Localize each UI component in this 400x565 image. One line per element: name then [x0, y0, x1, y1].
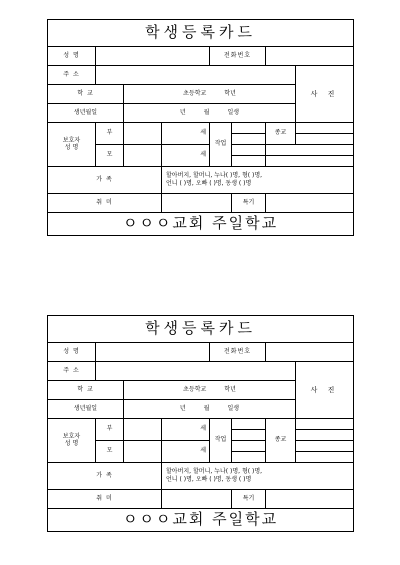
grade-value: 학년 — [224, 385, 236, 393]
school-value: 초등학교 — [183, 89, 207, 97]
church-footer: ㅇㅇㅇ교회 주일학교 — [48, 509, 354, 532]
name-label: 성 명 — [48, 47, 96, 66]
mother-occupation-field-2[interactable] — [232, 452, 266, 463]
card-title: 학생등록카드 — [48, 20, 354, 47]
family-field[interactable] — [162, 167, 354, 194]
occupation-label: 작업 — [210, 123, 232, 167]
birth-field[interactable] — [124, 400, 296, 419]
grade-value: 학년 — [224, 89, 236, 97]
father-age-label: 세 — [162, 123, 210, 145]
mother-label: 모 — [96, 145, 124, 167]
phone-field[interactable] — [266, 343, 354, 362]
day-label: 일생 — [227, 404, 240, 412]
phone-label: 전화번호 — [210, 47, 266, 66]
mother-religion-field-2[interactable] — [296, 452, 354, 463]
school-value: 초등학교 — [183, 385, 207, 393]
father-name-field[interactable] — [124, 123, 162, 145]
church-footer: ㅇㅇㅇ교회 주일학교 — [48, 213, 354, 236]
mother-label: 모 — [96, 441, 124, 463]
card-title: 학생등록카드 — [48, 316, 354, 343]
photo-box[interactable]: 사 진 — [296, 362, 354, 419]
phone-field[interactable] — [266, 47, 354, 66]
mother-religion-field-2[interactable] — [266, 156, 354, 167]
address-label: 주 소 — [48, 66, 96, 85]
mother-religion-field[interactable] — [266, 145, 354, 156]
talent-label: 특기 — [232, 194, 266, 213]
talent-label: 특기 — [232, 490, 266, 509]
father-religion-field[interactable] — [296, 419, 354, 430]
father-age-label: 세 — [162, 419, 210, 441]
registration-table — [47, 315, 354, 532]
hobby-field[interactable] — [162, 490, 232, 509]
photo-box[interactable]: 사 진 — [296, 66, 354, 123]
father-religion-field-2[interactable] — [296, 134, 354, 145]
registration-card-1 — [47, 19, 353, 236]
father-name-field[interactable] — [124, 419, 162, 441]
father-occupation-field-2[interactable] — [232, 134, 266, 145]
birth-field[interactable] — [124, 104, 296, 123]
family-line-2: 언니 ( )명, 오빠 ( )명, 동생 ( )명 — [166, 180, 252, 187]
mother-occupation-field-2[interactable] — [232, 156, 266, 167]
talent-field[interactable] — [266, 194, 354, 213]
school-field[interactable] — [124, 85, 296, 104]
year-label: 년 — [179, 108, 186, 116]
guardian-label-line1: 보호자 — [62, 136, 81, 144]
father-occupation-field[interactable] — [232, 123, 266, 134]
phone-label: 전화번호 — [210, 343, 266, 362]
mother-age-label: 세 — [162, 441, 210, 463]
name-field[interactable] — [96, 47, 210, 66]
month-label: 월 — [203, 108, 210, 116]
birth-label: 생년월일 — [48, 104, 124, 123]
guardian-label-line2: 성 명 — [64, 439, 79, 447]
registration-card-2 — [47, 315, 353, 532]
address-field[interactable] — [96, 66, 296, 85]
mother-name-field[interactable] — [124, 441, 162, 463]
guardian-label-line2: 성 명 — [64, 143, 79, 151]
father-religion-field-2[interactable] — [296, 430, 354, 441]
family-line-2: 언니 ( )명, 오빠 ( )명, 동생 ( )명 — [166, 476, 252, 483]
mother-religion-field[interactable] — [296, 441, 354, 452]
name-label: 성 명 — [48, 343, 96, 362]
guardian-label — [48, 123, 96, 167]
guardian-label-line1: 보호자 — [62, 432, 81, 440]
hobby-label: 취 미 — [48, 194, 162, 213]
school-field[interactable] — [124, 381, 296, 400]
school-label: 학 교 — [48, 381, 124, 400]
day-label: 일생 — [227, 108, 240, 116]
occupation-label: 작업 — [210, 419, 232, 463]
father-label: 부 — [96, 419, 124, 441]
year-label: 년 — [179, 404, 186, 412]
religion-label: 종교 — [266, 419, 296, 463]
mother-age-label: 세 — [162, 145, 210, 167]
family-line-1: 할아버지, 할머니, 누나( )명, 형( )명, — [166, 171, 263, 179]
address-label: 주 소 — [48, 362, 96, 381]
month-label: 월 — [203, 404, 210, 412]
school-label: 학 교 — [48, 85, 124, 104]
mother-occupation-field[interactable] — [232, 145, 266, 156]
family-line-1: 할아버지, 할머니, 누나( )명, 형( )명, — [166, 467, 263, 475]
mother-name-field[interactable] — [124, 145, 162, 167]
hobby-field[interactable] — [162, 194, 232, 213]
registration-table — [47, 19, 354, 236]
father-label: 부 — [96, 123, 124, 145]
address-field[interactable] — [96, 362, 296, 381]
father-occupation-field[interactable] — [232, 419, 266, 430]
mother-occupation-field[interactable] — [232, 441, 266, 452]
talent-field[interactable] — [266, 490, 354, 509]
father-religion-field[interactable] — [296, 123, 354, 134]
birth-label: 생년월일 — [48, 400, 124, 419]
hobby-label: 취 미 — [48, 490, 162, 509]
family-label: 가 족 — [48, 167, 162, 194]
father-occupation-field-2[interactable] — [232, 430, 266, 441]
religion-label: 종교 — [266, 123, 296, 145]
family-field[interactable] — [162, 463, 354, 490]
name-field[interactable] — [96, 343, 210, 362]
family-label: 가 족 — [48, 463, 162, 490]
guardian-label — [48, 419, 96, 463]
